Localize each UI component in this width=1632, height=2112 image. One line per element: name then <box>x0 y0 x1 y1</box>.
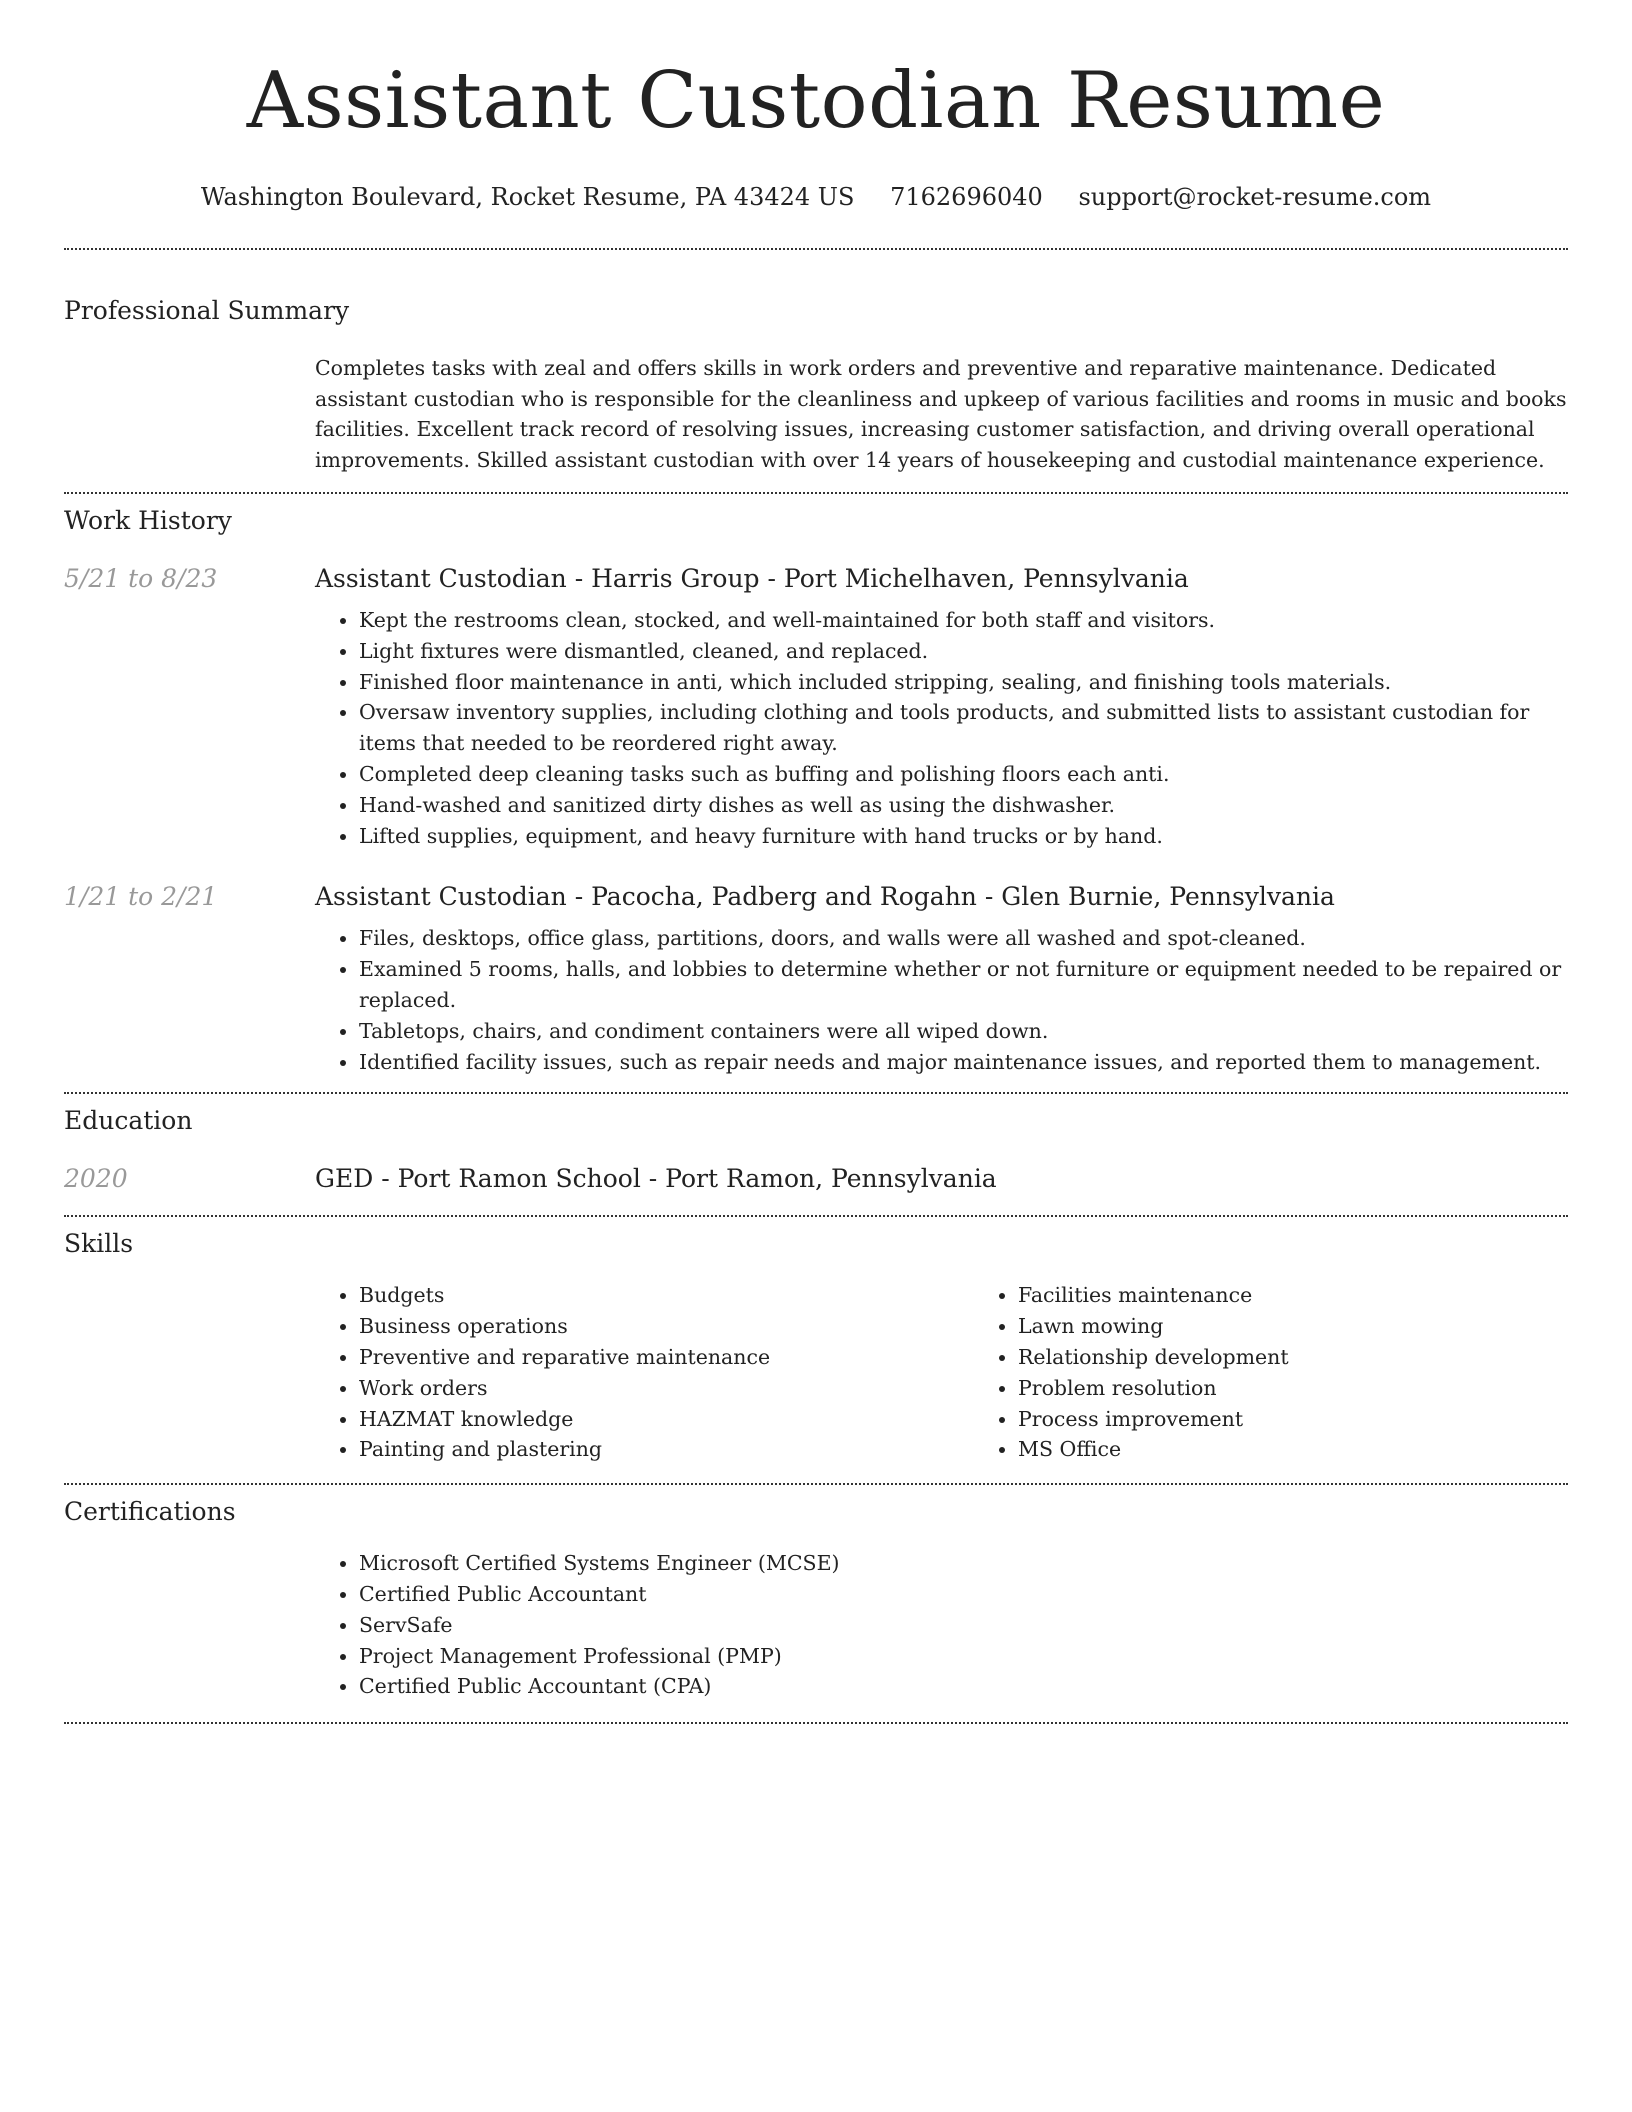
list-item: • Certified Public Accountant <box>359 1579 1568 1610</box>
list-item: • Examined 5 rooms, halls, and lobbies to determine whether or not furniture or equipment needed to be repaired or replaced. <box>359 954 1568 1016</box>
job-entry <box>64 881 1568 1077</box>
list-item: • Oversaw inventory supplies, including clothing and tools products, and submitted lists to assistant custodian for items that needed to be reordered right away. <box>359 697 1568 759</box>
summary-heading: Professional Summary <box>64 296 350 325</box>
list-item: • Finished floor maintenance in anti, which included stripping, sealing, and finishing tools materials. <box>359 667 1568 698</box>
summary-divider <box>64 492 1568 494</box>
list-item: • Light fixtures were dismantled, cleaned, and replaced. <box>359 636 1568 667</box>
list-item: • MS Office <box>1018 1434 1632 1465</box>
list-item: • Completed deep cleaning tasks such as buffing and polishing floors each anti. <box>359 759 1568 790</box>
list-item: • Facilities maintenance <box>1018 1280 1632 1311</box>
certifications-list <box>315 1548 1568 1702</box>
list-item: • Files, desktops, office glass, partitions, doors, and walls were all washed and spot-cleaned. <box>359 923 1568 954</box>
summary-text: Completes tasks with zeal and offers skills in work orders and preventive and reparative maintenance. Dedicated assistant custodian who is responsible for the cleanliness and upkeep of various facilities and rooms in music and books facilities. Excellent track record of resolving issues, increasing customer satisfaction, and driving overall operational improvements. Skilled assistant custodian with over 14 years of housekeeping and custodial maintenance experience. <box>315 356 1567 472</box>
job-duties-list <box>315 605 1568 851</box>
list-item: • Business operations <box>359 1311 974 1342</box>
education-year: 2020 <box>64 1164 128 1194</box>
work-divider <box>64 1092 1568 1094</box>
list-item: • ServSafe <box>359 1610 1568 1641</box>
job-dates: 5/21 to 8/23 <box>64 564 218 593</box>
skills-grid <box>315 1280 1632 1465</box>
skills-divider <box>64 1483 1568 1485</box>
list-item: • Work orders <box>359 1373 974 1404</box>
list-item: • Relationship development <box>1018 1342 1632 1373</box>
education-divider <box>64 1215 1568 1217</box>
contact-line <box>64 182 1568 212</box>
job-duties-list <box>315 923 1568 1077</box>
list-item: • Painting and plastering <box>359 1434 974 1465</box>
list-item: • Kept the restrooms clean, stocked, and well-maintained for both staff and visitors. <box>359 605 1568 636</box>
list-item: • Lifted supplies, equipment, and heavy furniture with hand trucks or by hand. <box>359 821 1568 852</box>
work-history-section <box>64 505 1568 1077</box>
list-item: • HAZMAT knowledge <box>359 1404 974 1435</box>
summary-section <box>64 295 1568 475</box>
skills-list-right <box>974 1280 1632 1465</box>
list-item: • Project Management Professional (PMP) <box>359 1641 1568 1672</box>
skills-heading: Skills <box>64 1229 134 1259</box>
resume-title: Assistant Custodian Resume <box>246 56 1386 146</box>
education-section <box>64 1105 1568 1195</box>
list-item: • Preventive and reparative maintenance <box>359 1342 974 1373</box>
job-title: Assistant Custodian - Pacocha, Padberg and Rogahn - Glen Burnie, Pennsylvania <box>315 882 1335 912</box>
list-item: • Hand-washed and sanitized dirty dishes as well as using the dishwasher. <box>359 790 1568 821</box>
certifications-heading: Certifications <box>64 1497 236 1527</box>
education-heading: Education <box>64 1106 193 1136</box>
education-entry: GED - Port Ramon School - Port Ramon, Pennsylvania <box>315 1164 997 1194</box>
work-history-heading: Work History <box>64 506 232 535</box>
list-item: • Microsoft Certified Systems Engineer (MCSE) <box>359 1548 1568 1579</box>
skills-section <box>64 1228 1568 1465</box>
list-item: • Budgets <box>359 1280 974 1311</box>
job-dates: 1/21 to 2/21 <box>64 882 218 912</box>
contact-phone: 7162696040 <box>890 183 1043 211</box>
skills-list-left <box>315 1280 974 1465</box>
job-title: Assistant Custodian - Harris Group - Port Michelhaven, Pennsylvania <box>315 564 1189 593</box>
header-divider <box>64 248 1568 250</box>
job-entry <box>64 563 1568 851</box>
contact-address: Washington Boulevard, Rocket Resume, PA 43424 US <box>200 183 855 211</box>
list-item: • Identified facility issues, such as repair needs and major maintenance issues, and reported them to management. <box>359 1047 1568 1078</box>
list-item: • Tabletops, chairs, and condiment containers were all wiped down. <box>359 1016 1568 1047</box>
list-item: • Lawn mowing <box>1018 1311 1632 1342</box>
list-item: • Certified Public Accountant (CPA) <box>359 1671 1568 1702</box>
certifications-section <box>64 1496 1568 1702</box>
list-item: • Process improvement <box>1018 1404 1632 1435</box>
contact-email: support@rocket-resume.com <box>1078 183 1432 211</box>
certifications-divider <box>64 1722 1568 1724</box>
list-item: • Problem resolution <box>1018 1373 1632 1404</box>
